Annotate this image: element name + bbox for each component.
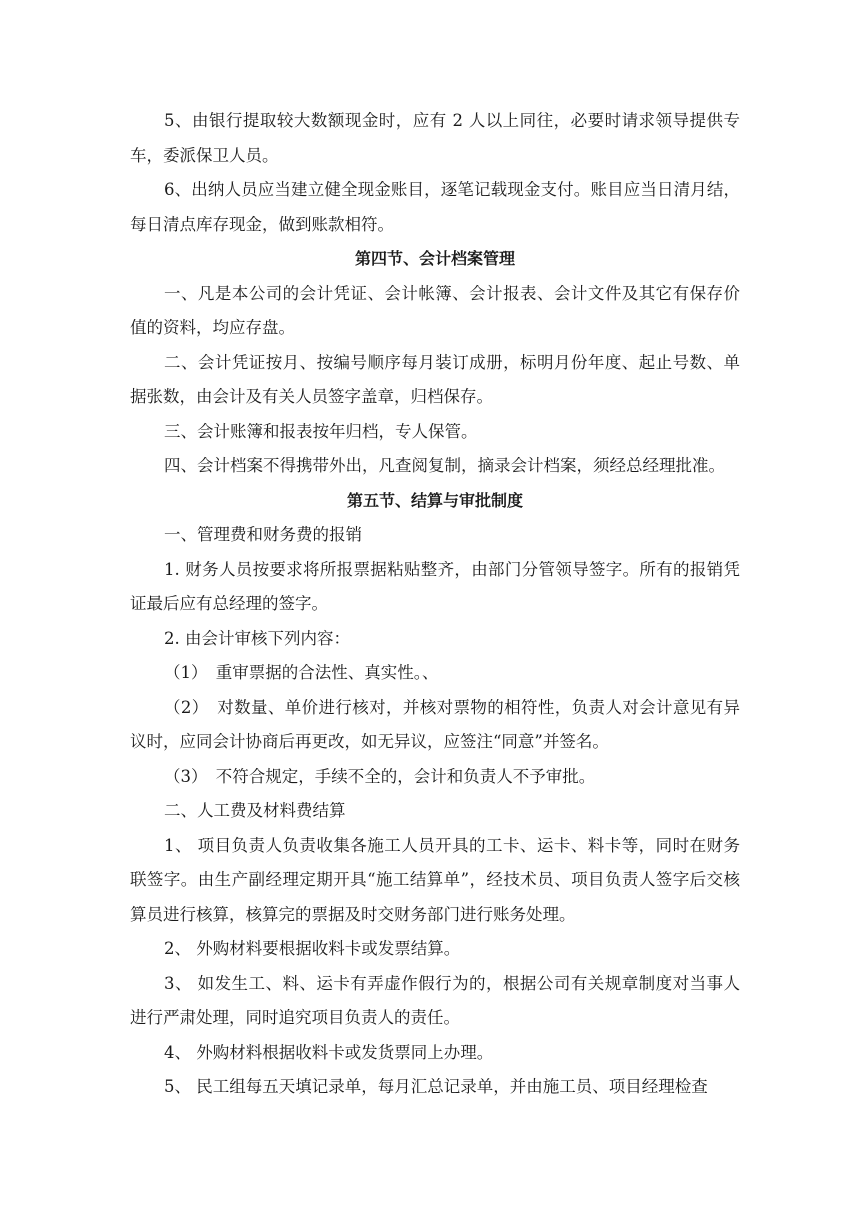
subheading-labor-materials: 二、人工费及材料费结算 bbox=[164, 801, 346, 820]
paragraph-labor-5: 5、 民工组每五天填记录单，每月汇总记录单，并由施工员、项目经理检查 bbox=[164, 1077, 708, 1096]
paragraph-archive-3: 三、会计账簿和报表按年归档，专人保管。 bbox=[164, 421, 478, 441]
section-heading-archives: 第四节、会计档案管理 bbox=[354, 249, 515, 268]
document-body bbox=[130, 104, 740, 1105]
paragraph-cash-withdrawal: 5、由银行提取较大数额现金时，应有 2 人以上同往，必要时请求领导提供专车，委派保卫人员。 bbox=[130, 111, 740, 165]
paragraph-archive-1: 一、凡是本公司的会计凭证、会计帐簿、会计报表、会计文件及其它有保存价值的资料，均应存盘。 bbox=[130, 283, 740, 337]
list-item-review-1: （1） 重审票据的合法性、真实性。、 bbox=[164, 663, 439, 682]
paragraph-expense-2: 2. 由会计审核下列内容： bbox=[164, 628, 350, 648]
list-item-review-3: （3） 不符合规定，手续不全的，会计和负责人不予审批。 bbox=[164, 766, 596, 786]
section-heading-settlement: 第五节、结算与审批制度 bbox=[346, 490, 523, 510]
paragraph-labor-3: 3、 如发生工、料、运卡有弄虚作假行为的，根据公司有关规章制度对当事人进行严肃处理，同时追究项目负责人的责任。 bbox=[130, 973, 740, 1027]
paragraph-archive-4: 四、会计档案不得携带外出，凡查阅复制，摘录会计档案，须经总经理批准。 bbox=[164, 456, 725, 475]
paragraph-labor-1: 1、 项目负责人负责收集各施工人员开具的工卡、运卡、料卡等，同时在财务联签字。由生产副经理定期开具“施工结算单”，经技术员、项目负责人签字后交核算员进行核算，核算完的票据及时交财务部门进行账务处理。 bbox=[130, 835, 740, 924]
list-item-review-2: （2） 对数量、单价进行核对，并核对票物的相符性，负责人对会计意见有异议时，应同会计协商后再更改，如无异议，应签注“同意”并签名。 bbox=[130, 697, 740, 751]
paragraph-cash-ledger: 6、出纳人员应当建立健全现金账目，逐笔记载现金支付。账目应当日清月结，每日清点库存现金，做到账款相符。 bbox=[130, 180, 740, 234]
paragraph-expense-1: 1. 财务人员按要求将所报票据粘贴整齐，由部门分管领导签字。所有的报销凭证最后应有总经理的签字。 bbox=[130, 559, 740, 613]
paragraph-labor-4: 4、 外购材料根据收料卡或发货票同上办理。 bbox=[164, 1042, 494, 1062]
paragraph-labor-2: 2、 外购材料要根据收料卡或发票结算。 bbox=[164, 939, 461, 958]
subheading-expenses: 一、管理费和财务费的报销 bbox=[164, 525, 362, 544]
paragraph-archive-2: 二、会计凭证按月、按编号顺序每月装订成册，标明月份年度、起止号数、单据张数，由会计及有关人员签字盖章，归档保存。 bbox=[130, 352, 740, 406]
